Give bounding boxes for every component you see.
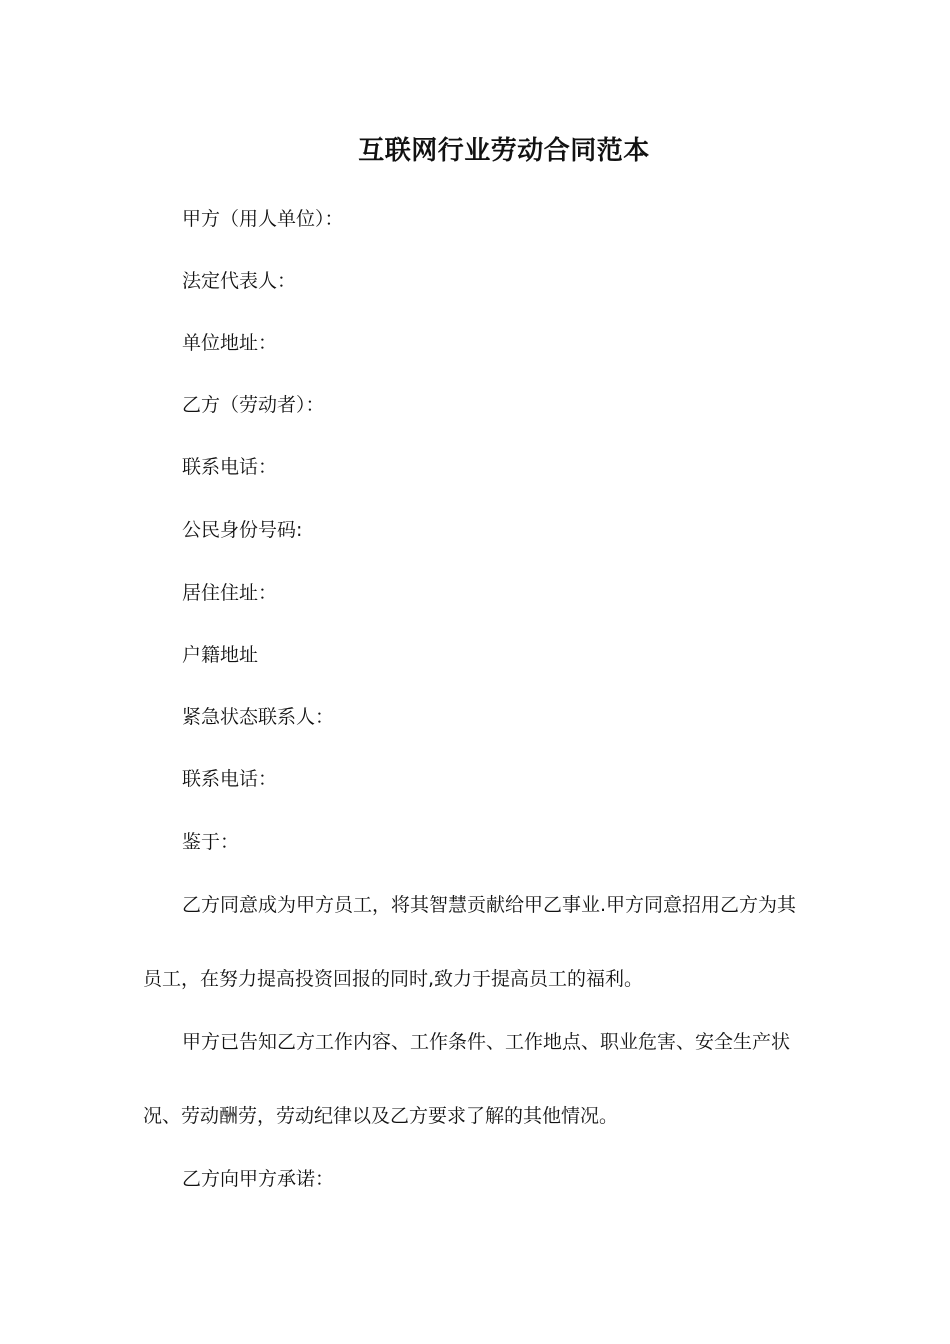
paragraph-2-line-1: 甲方已告知乙方工作内容、工作条件、工作地点、职业危害、安全生产状 (182, 1031, 791, 1053)
field-emergency-contact: 紧急状态联系人： (182, 706, 335, 728)
field-legal-representative: 法定代表人： (182, 270, 297, 292)
field-whereas: 鉴于： (182, 831, 240, 853)
paragraph-1-line-2: 员工，在努力提高投资回报的同时,致力于提高员工的福利。 (143, 968, 644, 990)
field-employer-address: 单位地址： (182, 332, 278, 354)
field-phone: 联系电话： (182, 456, 278, 478)
field-household-address: 户籍地址 (182, 644, 259, 666)
field-employer: 甲方（用人单位）： (182, 208, 344, 230)
field-emergency-phone: 联系电话： (182, 768, 278, 790)
field-residence-address: 居住住址： (182, 582, 278, 604)
closing-statement: 乙方向甲方承诺： (182, 1168, 335, 1190)
paragraph-1-line-1: 乙方同意成为甲方员工，将其智慧贡献给甲乙事业.甲方同意招用乙方为其 (182, 894, 797, 916)
field-employee: 乙方（劳动者）： (182, 394, 325, 416)
document-title: 互联网行业劳动合同范本 (358, 136, 650, 166)
field-id-number: 公民身份号码: (182, 519, 303, 541)
paragraph-2-line-2: 况、劳动酬劳，劳动纪律以及乙方要求了解的其他情况。 (143, 1105, 619, 1127)
